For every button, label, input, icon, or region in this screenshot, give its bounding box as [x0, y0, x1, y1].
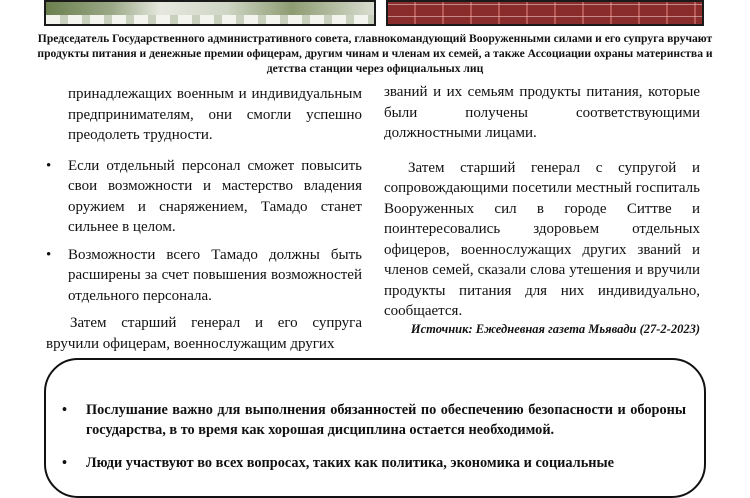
top-left-photo	[44, 0, 376, 26]
left-continuation-text: принадлежащих военным и индивидуальным предпринимателям, они смогли успешно преодолеть трудности.	[68, 86, 362, 143]
left-column	[46, 84, 362, 354]
box-bullet-item: • Послушание важно для выполнения обязанностей по обеспечению безопасности и обороны государства, в то время как хорошая дисциплина остается необходимой.	[86, 400, 686, 440]
source-citation: Источник: Ежедневная газета Мьявади (27-2-2023)	[410, 322, 700, 336]
left-bullet-list	[68, 156, 362, 307]
box-bullet-item: • Люди участвуют во всех вопросах, таких как политика, экономика и социальные	[86, 453, 686, 473]
left-paragraph: Затем старший генерал и его супруга вручили офицерам, военнослужащим других	[46, 315, 362, 352]
photo-caption: Председатель Государственного административного совета, главнокомандующий Вооруженными силами и его супруга вручают продукты питания и денежные премии офицерам, другим чинам и членам их семей, а также Ассоциации охраны материнства и детства станции через официальных лиц	[37, 32, 713, 75]
top-right-photo	[386, 0, 704, 26]
right-paragraph: Затем старший генерал с супругой и сопровождающими посетили местный госпиталь Вооруженных сил в городе Ситтве и поинтересовались здоровьем отдельных офицеров, военнослужащих других званий и членов семей, сказали слова утешения и вручили продукты питания для них индивидуально, сообщается.	[384, 159, 700, 319]
right-continuation-text: званий и их семьям продукты питания, которые были получены соответствующими должностными лицами.	[384, 84, 700, 141]
box-bullet-list	[86, 400, 686, 486]
bullet-item: • Возможности всего Тамадо должны быть расширены за счет повышения возможностей отдельного персонала.	[68, 245, 362, 307]
highlight-box	[44, 358, 706, 498]
bullet-item: • Если отдельный персонал сможет повысить свои возможности и мастерство владения оружием и снаряжением, Тамадо станет сильнее в целом.	[68, 156, 362, 238]
right-column	[384, 82, 700, 322]
